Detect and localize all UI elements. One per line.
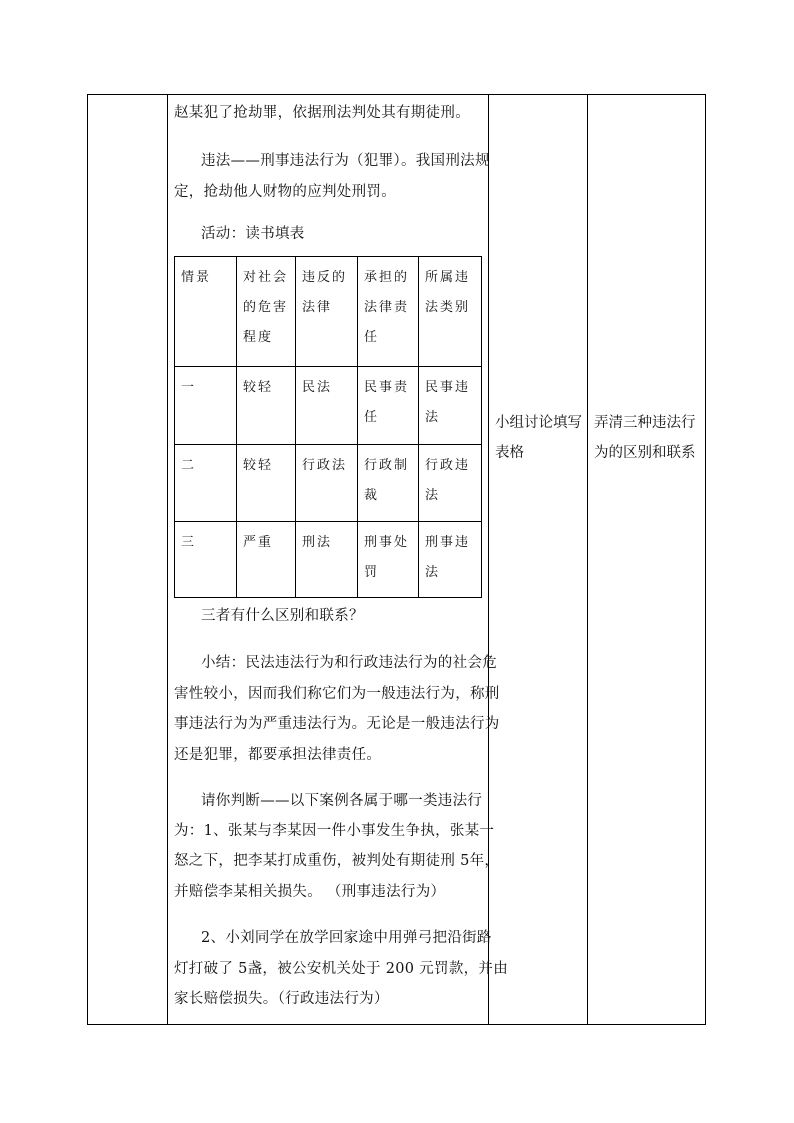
header-cell: 情景 [175,257,237,367]
table-cell: 刑法 [296,522,358,598]
student-activity-line: 小组讨论填写 [495,415,582,431]
question: 三者有什么区别和联系？ [201,608,364,624]
table-cell: 民事责任 [358,367,419,445]
table-cell: 行政违法 [419,445,482,522]
table-cell: 三 [175,522,237,598]
case2-line: 家长赔偿损失。（行政违法行为） [174,991,389,1007]
header-cell: 违反的法律 [296,257,358,367]
table-cell: 严重 [237,522,296,598]
table-cell: 刑事违法 [419,522,482,598]
table-row [175,522,482,598]
activity-heading: 活动：读书填表 [201,226,305,242]
summary-line: 害性较小，因而我们称它们为一般违法行为，称刑 [174,686,500,702]
case2-line: 灯打破了 5盏，被公安机关处于 200 元罚款，并由 [174,961,509,977]
judge-line: 并赔偿李某相关损失。 （刑事违法行为） [174,884,446,900]
table-row [175,445,482,522]
design-intent-line: 弄清三种违法行 [594,415,696,431]
summary-line: 事违法行为为严重违法行为。无论是一般违法行为 [174,716,500,732]
header-cell: 承担的法律责任 [358,257,419,367]
header-cell: 对社会的危害程度 [237,257,296,367]
table-cell: 较轻 [237,445,296,522]
table-cell: 一 [175,367,237,445]
table-cell: 刑事处罚 [358,522,419,598]
paragraph-criminal-law-1: 违法——刑事违法行为（犯罪）。我国刑法规 [201,153,490,169]
judge-line: 怒之下，把李某打成重伤，被判处有期徒刑 5年， [174,853,500,869]
design-intent-line: 为的区别和联系 [594,445,696,461]
table-cell: 行政制裁 [358,445,419,522]
table-cell: 较轻 [237,367,296,445]
fill-in-table [174,256,482,598]
table-row [175,367,482,445]
summary-line: 还是犯罪，都要承担法律责任。 [174,747,382,763]
header-cell: 所属违法类别 [419,257,482,367]
case2-line: 2、小刘同学在放学回家途中用弹弓把沿街路 [201,930,492,946]
table-cell: 二 [175,445,237,522]
judge-line: 为：1、张某与李某因一件小事发生争执，张某一 [174,823,495,839]
column-divider [167,94,168,1025]
paragraph-robbery: 赵某犯了抢劫罪，依据刑法判处其有期徒刑。 [174,105,470,121]
summary-line: 小结：民法违法行为和行政违法行为的社会危 [201,655,497,671]
student-activity-line: 表格 [495,445,524,461]
table-cell: 行政法 [296,445,358,522]
table-header-row [175,257,482,367]
column-divider [587,94,588,1025]
judge-line: 请你判断——以下案例各属于哪一类违法行 [201,793,483,809]
table-cell: 民法 [296,367,358,445]
paragraph-criminal-law-2: 定，抢劫他人财物的应判处刑罚。 [174,184,396,200]
table-cell: 民事违法 [419,367,482,445]
column-divider [488,94,489,1025]
